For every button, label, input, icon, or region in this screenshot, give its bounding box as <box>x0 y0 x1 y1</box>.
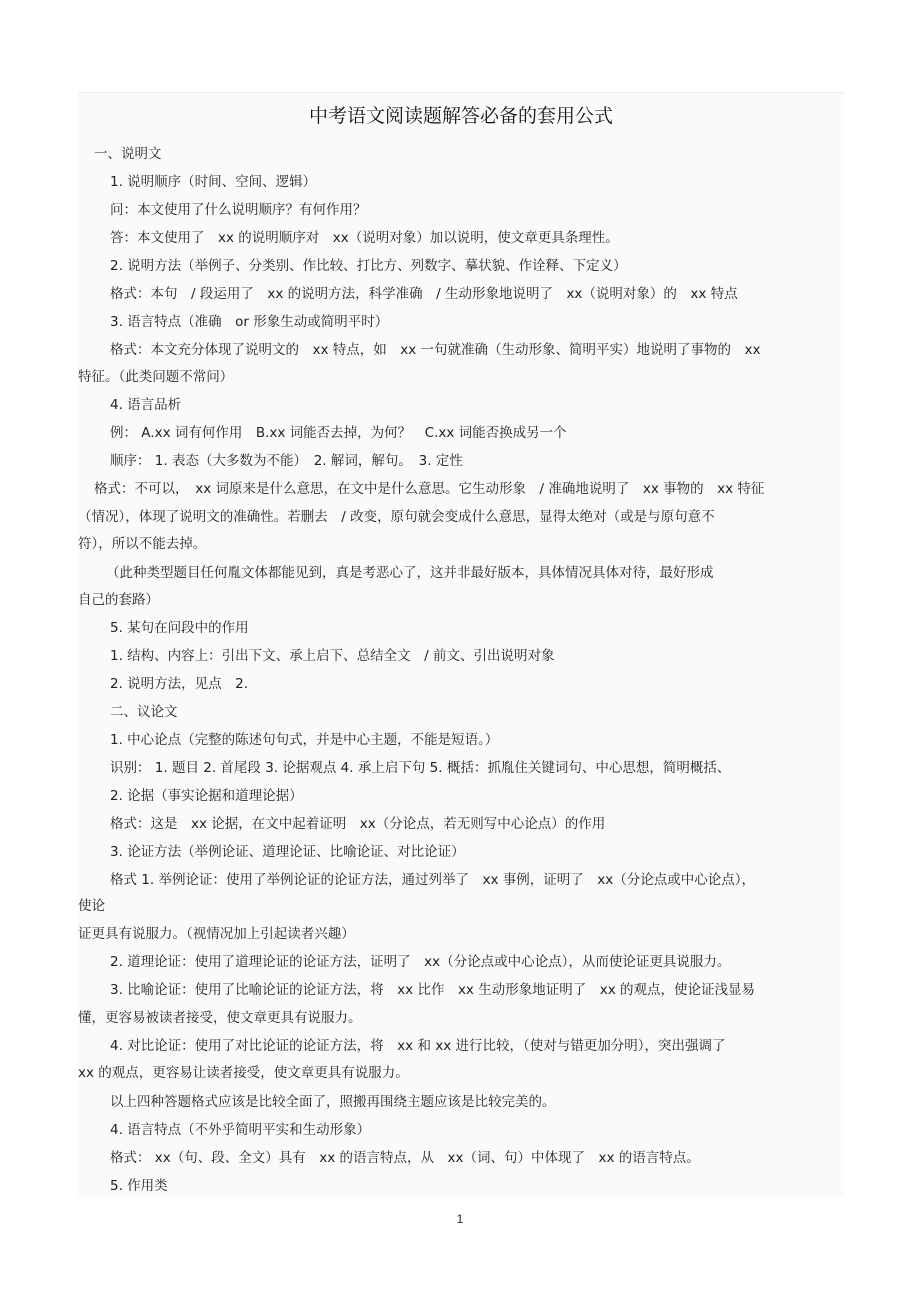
text-line: 2. 道理论证：使用了道理论证的论证方法，证明了 xx（分论点或中心论点），从而使论证更具说服力。 <box>110 954 731 970</box>
text-line: 格式：这是 xx 论据，在文中起着证明 xx（分论点，若无则写中心论点）的作用 <box>110 816 606 832</box>
text-line: xx 的观点，更容易让读者接受，使文章更具有说服力。 <box>78 1065 409 1081</box>
text-line: 顺序： 1. 表态（大多数为不能） 2. 解词，解句。 3. 定性 <box>110 453 463 469</box>
text-line: 证更具有说服力。（视情况加上引起读者兴趣） <box>78 926 355 942</box>
text-line: 识别： 1. 题目 2. 首尾段 3. 论据观点 4. 承上启下句 5. 概括：抓胤住关键词句、中心思想，简明概括、 <box>110 760 731 776</box>
text-line: 格式：本文充分体现了说明文的 xx 特点，如 xx 一句就准确（生动形象、简明平实）地说明了事物的 xx <box>110 342 761 358</box>
page-number: 1 <box>456 1212 464 1226</box>
text-line: 格式：不可以， xx 词原来是什么意思，在文中是什么意思。它生动形象 / 准确地说明了 xx 事物的 xx 特征 <box>94 481 765 497</box>
text-line: 例： A.xx 词有何作用 B.xx 词能否去掉，为何？ C.xx 词能否换成另一个 <box>110 425 567 441</box>
text-line: 特征。（此类问题不常问） <box>78 369 234 385</box>
text-line: 格式 1. 举例论证：使用了举例论证的论证方法，通过列举了 xx 事例，证明了 xx（分论点或中心论点）， <box>110 872 755 888</box>
text-line: 1. 说明顺序（时间、空间、逻辑） <box>110 174 317 190</box>
text-line: 以上四种答题格式应该是比较全面了，照搬再围绕主题应该是比较完美的。 <box>110 1094 556 1110</box>
text-line: 2. 论据（事实论据和道理论据） <box>110 788 303 804</box>
text-line: 4. 对比论证：使用了对比论证的论证方法，将 xx 和 xx 进行比较，（使对与错更加分明），突出强调了 <box>110 1038 726 1054</box>
text-line: 符），所以不能去掉。 <box>78 536 207 552</box>
text-line: 5. 作用类 <box>110 1178 168 1194</box>
section-heading: 二、议论文 <box>110 704 178 720</box>
text-line: 答：本文使用了 xx 的说明顺序对 xx（说明对象）加以说明，使文章更具条理性。 <box>110 230 619 246</box>
text-line: 格式： xx（句、段、全文）具有 xx 的语言特点，从 xx（词、句）中体现了 xx 的语言特点。 <box>110 1150 700 1166</box>
document-page <box>78 92 844 1197</box>
text-line: 2. 说明方法，见点 2. <box>110 676 249 692</box>
text-line: 格式：本句 / 段运用了 xx 的说明方法，科学准确 / 生动形象地说明了 xx（说明对象）的 xx 特点 <box>110 286 738 302</box>
text-line: 3. 比喻论证：使用了比喻论证的论证方法，将 xx 比作 xx 生动形象地证明了 xx 的观点，使论证浅显易 <box>110 982 755 998</box>
text-line: 4. 语言品析 <box>110 397 182 413</box>
text-line: 问：本文使用了什么说明顺序？有何作用？ <box>110 202 367 218</box>
text-line: 2. 说明方法（举例子、分类别、作比较、打比方、列数字、摹状貌、作诠释、下定义） <box>110 258 627 274</box>
text-line: 自己的套路） <box>78 592 159 608</box>
text-line: 3. 论证方法（举例论证、道理论证、比喻论证、对比论证） <box>110 844 465 860</box>
text-line: 使论 <box>78 898 105 914</box>
text-line: （此种类型题目任何胤文体都能见到，真是考恶心了，这并非最好版本，具体情况具体对待，最好形成 <box>106 565 714 581</box>
text-line: 懂，更容易被读者接受，使文章更具有说服力。 <box>78 1010 362 1026</box>
text-line: 4. 语言特点（不外乎简明平实和生动形象） <box>110 1122 371 1138</box>
text-line: 1. 中心论点（完整的陈述句句式，并是中心主题，不能是短语。） <box>110 732 499 748</box>
text-line: （情况），体现了说明文的准确性。若删去 / 改变，原句就会变成什么意思，显得太绝对（或是与原句意不 <box>78 509 715 525</box>
text-line: 1. 结构、内容上：引出下文、承上启下、总结全文 / 前文、引出说明对象 <box>110 648 555 664</box>
text-line: 5. 某句在问段中的作用 <box>110 620 249 636</box>
text-line: 3. 语言特点（准确 or 形象生动或简明平时） <box>110 314 389 330</box>
section-heading: 一、说明文 <box>94 146 162 162</box>
document-title: 中考语文阅读题解答必备的套用公式 <box>308 105 613 127</box>
